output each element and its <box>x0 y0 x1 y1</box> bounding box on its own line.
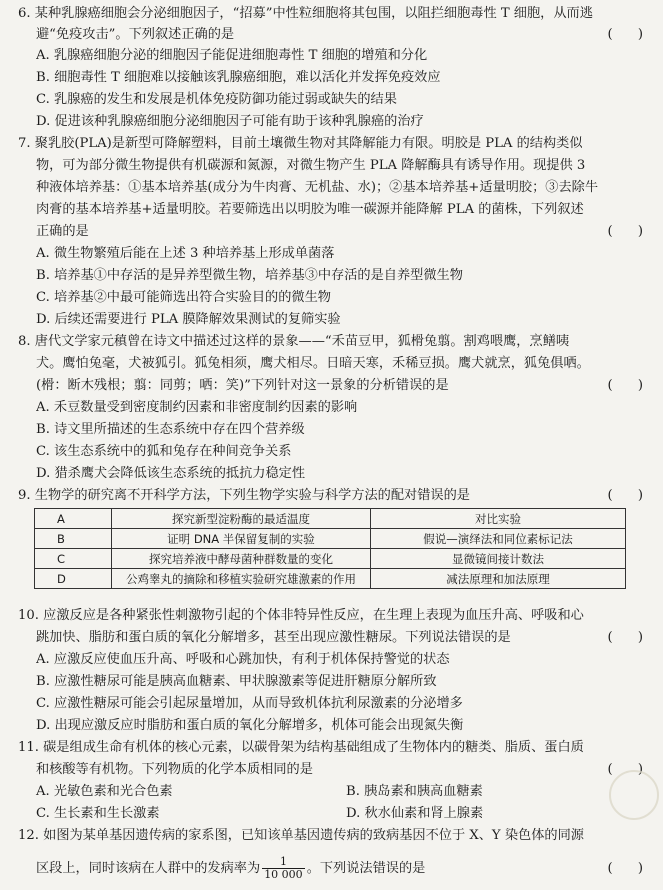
q12-stem-line2 <box>36 852 646 886</box>
table-row <box>35 569 626 589</box>
q6-answer-paren: ( ) <box>607 27 643 42</box>
q7-option-c: C. 培养基②中最可能筛选出符合实验目的的微生物 <box>36 290 331 305</box>
table-cell-method: 显微镜间接计数法 <box>371 549 626 569</box>
q7-stem-line3: 种液体培养基：①基本培养基(成分为牛肉膏、无机盐、水)；②基本培养基+适量明胶；③去除牛 <box>36 180 599 195</box>
q11-option-b: B. 胰岛素和胰高血糖素 <box>346 784 483 799</box>
q8-option-c: C. 该生态系统中的狐和兔存在种间竞争关系 <box>36 444 292 459</box>
q6-stem-line1: 6. 某种乳腺癌细胞会分泌细胞因子，“招募”中性粒细胞将其包围，以阻拦细胞毒性 T 细胞，从而逃 <box>18 6 593 21</box>
q12-fraction-denominator: 10 000 <box>264 868 303 881</box>
q7-stem-line2: 物，可为部分微生物提供有机碳源和氮源，对微生物产生 PLA 降解酶具有诱导作用。现提供 3 <box>36 158 586 173</box>
q12-stem-line1: 12. 如图为某单基因遗传病的家系图，已知该单基因遗传病的致病基因不位于 X、Y 染色体的同源 <box>18 828 584 843</box>
table-row <box>35 529 626 549</box>
q11-answer-paren: ( ) <box>607 762 643 777</box>
q7-option-d: D. 后续还需要进行 PLA 膜降解效果测试的复筛实验 <box>36 312 341 327</box>
q8-answer-paren: ( ) <box>607 378 643 393</box>
table-cell-experiment: 公鸡睾丸的摘除和移植实验研究雄激素的作用 <box>112 569 371 589</box>
q8-stem-line2: 犬。鹰怕兔毫，犬被狐引。狐兔相须，鹰犬相尽。日暗天寒，禾稀豆损。鹰犬就烹，狐兔俱哂。 <box>36 356 590 371</box>
q12-fraction-numerator: 1 <box>262 856 305 869</box>
table-cell-label: C <box>35 549 112 569</box>
q11-option-c: C. 生长素和生长激素 <box>36 806 160 821</box>
table-cell-experiment: 探究培养液中酵母菌种群数量的变化 <box>112 549 371 569</box>
q9-method-table <box>34 508 626 589</box>
q10-option-b: B. 应激性糖尿可能是胰高血糖素、甲状腺激素等促进肝糖原分解所致 <box>36 674 437 689</box>
q8-option-a: A. 禾豆数量受到密度制约因素和非密度制约因素的影响 <box>36 400 358 415</box>
q9-stem-line1: 9. 生物学的研究离不开科学方法，下列生物学实验与科学方法的配对错误的是 <box>18 488 470 503</box>
q7-stem-line4: 肉膏的基本培养基+适量明胶。若要筛选出以明胶为唯一碳源并能降解 PLA 的菌株，下列叙述 <box>36 202 584 217</box>
q6-option-a: A. 乳腺癌细胞分泌的细胞因子能促进细胞毒性 T 细胞的增殖和分化 <box>36 48 428 63</box>
q11-option-a: A. 光敏色素和光合色素 <box>36 784 173 799</box>
q10-option-c: C. 应激性糖尿可能会引起尿量增加，从而导致机体抗利尿激素的分泌增多 <box>36 696 463 711</box>
table-cell-experiment: 探究新型淀粉酶的最适温度 <box>112 509 371 529</box>
table-cell-method: 对比实验 <box>371 509 626 529</box>
table-row <box>35 509 626 529</box>
q8-stem-line1: 8. 唐代文学家元稹曾在诗文中描述过这样的景象——“禾苗豆甲，狐榾兔翦。割鸡喂鹰，烹鳝咦 <box>18 334 570 349</box>
q6-stem-line2: 避“免疫攻击”。下列叙述正确的是 <box>36 27 235 42</box>
table-cell-experiment: 证明 DNA 半保留复制的实验 <box>112 529 371 549</box>
q11-option-d: D. 秋水仙素和肾上腺素 <box>346 806 484 821</box>
q12-fraction <box>262 856 305 881</box>
q6-option-c: C. 乳腺癌的发生和发展是机体免疫防御功能过弱或缺失的结果 <box>36 92 397 107</box>
q7-option-a: A. 微生物繁殖后能在上述 3 种培养基上形成单菌落 <box>36 246 335 261</box>
q11-stem-line1: 11. 碳是组成生命有机体的核心元素，以碳骨架为结构基础组成了生物体内的糖类、脂质、蛋白质 <box>18 740 584 755</box>
q6-option-d: D. 促进该种乳腺癌细胞分泌细胞因子可能有助于该种乳腺癌的治疗 <box>36 114 424 129</box>
q10-option-d: D. 出现应激反应时脂肪和蛋白质的氧化分解增多，机体可能会出现氮失衡 <box>36 718 464 733</box>
q7-option-b: B. 培养基①中存活的是异养型微生物，培养基③中存活的是自养型微生物 <box>36 268 463 283</box>
q7-stem-line5: 正确的是 <box>36 224 89 239</box>
table-cell-label: A <box>35 509 112 529</box>
table-row <box>35 549 626 569</box>
q8-option-d: D. 猎杀鹰犬会降低该生态系统的抵抗力稳定性 <box>36 466 306 481</box>
q12-stem-line2-pre: 区段上，同时该病在人群中的发病率为 <box>36 861 261 876</box>
q12-stem-line2-post: 。下列说法错误的是 <box>306 861 426 876</box>
q9-answer-paren: ( ) <box>607 488 643 503</box>
q10-stem-line1: 10. 应激反应是各种紧张性刺激物引起的个体非特异性反应，在生理上表现为血压升高、呼吸和心 <box>18 608 584 623</box>
q12-answer-paren: ( ) <box>607 861 643 876</box>
table-cell-label: D <box>35 569 112 589</box>
q6-option-b: B. 细胞毒性 T 细胞难以接触该乳腺癌细胞，难以活化并发挥免疫效应 <box>36 70 441 85</box>
q8-option-b: B. 诗文里所描述的生态系统中存在四个营养级 <box>36 422 305 437</box>
q7-stem-line1: 7. 聚乳胶(PLA)是新型可降解塑料，目前土壤微生物对其降解能力有限。明胶是 PLA 的结构类似 <box>18 136 583 151</box>
q10-stem-line2: 跳加快、脂肪和蛋白质的氧化分解增多，甚至出现应激性糖尿。下列说法错误的是 <box>36 630 511 645</box>
table-cell-label: B <box>35 529 112 549</box>
table-cell-method: 假说—演绎法和同位素标记法 <box>371 529 626 549</box>
q11-stem-line2: 和核酸等有机物。下列物质的化学本质相同的是 <box>36 762 313 777</box>
q10-option-a: A. 应激反应使血压升高、呼吸和心跳加快，有利于机体保持警觉的状态 <box>36 652 450 667</box>
q7-answer-paren: ( ) <box>607 224 643 239</box>
watermark-stamp <box>609 770 659 820</box>
q10-answer-paren: ( ) <box>607 630 643 645</box>
q8-stem-line3: (榾：断木残根；翦：同剪；哂：笑)”下列针对这一景象的分析错误的是 <box>36 378 449 393</box>
table-cell-method: 减法原理和加法原理 <box>371 569 626 589</box>
